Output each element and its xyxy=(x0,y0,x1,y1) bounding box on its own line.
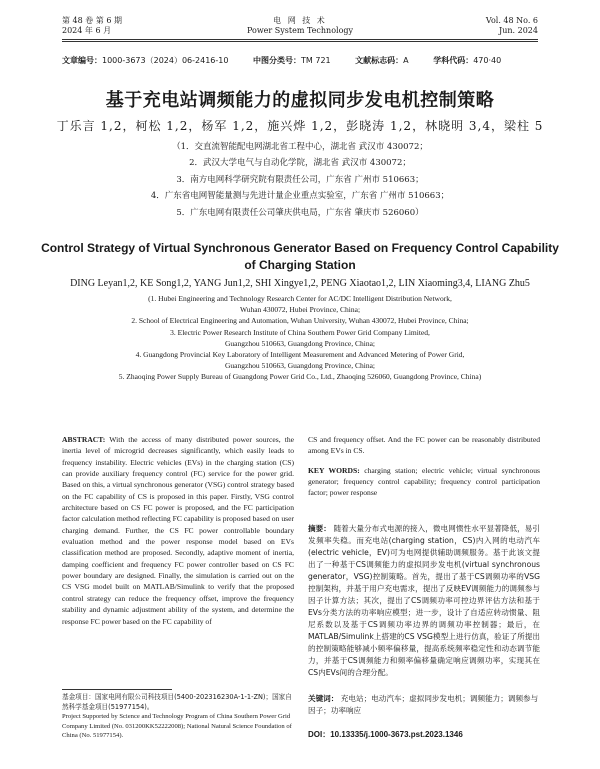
authors-cn: 丁乐言 1,2，柯松 1,2，杨军 1,2，施兴烨 1,2，彭晓涛 1,2，林晓明 3,4，梁柱 5 xyxy=(56,119,544,133)
article-number: 文章编号：1000-3673（2024）06-2416-10 xyxy=(62,56,229,65)
running-header-right xyxy=(486,16,538,36)
abstract-cn-text: 随着大量分布式电源的接入，微电网惯性水平显著降低，易引发频率失稳。而充电站(charging station，CS)内入网的电动汽车(electric vehicle，EV)可为电网提供辅助调频服务。基于此该文提出了一种基于CS调频能力的虚拟同步发电机(virtual synchronous generator，VSG)控制策略。首先，提出了基于CS调频功率的VSG控制架构，并基于用户充电需求，提出了反映EV调频能力的调频参与因子计算方法；其次，提出了CS调频功率可控边界评估方法和基于EVs分类方法的功率响应模型；进一步，设计了自适应转动惯量、阻尼系数以及基于CS调频功率边界的调频功率控制器；最后，在MATLAB/Simulink上搭建的CS VSG模型上进行仿真，验证了所提出的控制策略能够减小频率偏移量，提高系统频率稳定性和动态调节能力，并基于CS调频能力和频率偏移量确定响应调频功率，实现其在CS内EVs间的合理分配。 xyxy=(308,524,541,677)
header-rule-bottom xyxy=(62,41,538,42)
authors-en: DING Leyan1,2, KE Song1,2, YANG Jun1,2, SHI Xingye1,2, PENG Xiaotao1,2, LIN Xiaoming3,4, LIANG Zhu5 xyxy=(70,278,530,289)
affiliation-en-line: Guangzhou 510663, Guangdong Province, China; xyxy=(225,338,375,348)
funding-en: Project Supported by Science and Technology Program of China Southern Power Grid Company Limited (No. 031200KK52222008); National Natural Science Foundation of China (No. 51977154). xyxy=(62,713,292,739)
abstract-en-text-continued: CS and frequency offset. And the FC power can be reasonably distributed among EVs in CS. xyxy=(308,435,540,456)
affiliation-en-line: (1. Hubei Engineering and Technology Research Center for AC/DC Intelligent Distribution Network, xyxy=(148,294,452,303)
affiliation-cn-4: 4．广东省电网智能量测与先进计量企业重点实验室，广东省 广州市 510663； xyxy=(150,191,450,201)
affiliation-en-line: 3. Electric Power Research Institute of China Southern Power Grid Company Limited, xyxy=(170,327,430,337)
keywords-en-text: charging station; electric vehicle; virtual synchronous generator; frequency control capability; frequency control participation factor; power response xyxy=(308,465,541,498)
document-code: 文献标志码：A xyxy=(355,56,409,65)
subject-code: 学科代码：470·40 xyxy=(433,56,502,65)
journal-name-cn: 电 网 技 术 xyxy=(273,16,327,25)
doi[interactable]: DOI：10.13335/j.1000-3673.pst.2023.1346 xyxy=(308,730,463,739)
footnote-rule xyxy=(62,689,172,690)
date-en: Jun. 2024 xyxy=(499,26,538,35)
paper-title-cn: 基于充电站调频能力的虚拟同步发电机控制策略 xyxy=(105,90,495,111)
affiliation-cn-3: 3．南方电网科学研究院有限责任公司，广东省 广州市 510663； xyxy=(176,175,424,185)
funding-cn: 基金项目：国家电网有限公司科技项目(5400-202316230A-1-1-ZN)；国家自然科学基金项目(51977154)。 xyxy=(62,693,292,711)
keywords-en-label: KEY WORDS: xyxy=(308,465,360,475)
volume-cn: 第 48 卷 第 6 期 xyxy=(62,16,122,25)
affiliation-cn-2: 2．武汉大学电气与自动化学院，湖北省 武汉市 430072； xyxy=(189,158,411,168)
abstract-en-continued xyxy=(308,434,540,499)
paper-title-en: Control Strategy of Virtual Synchronous Generator Based on Frequency Control Capability of Charging Station xyxy=(41,241,559,272)
abstract-en xyxy=(62,434,294,627)
affiliations-en xyxy=(60,293,540,383)
keywords-cn-label: 关键词： xyxy=(308,694,339,703)
article-meta-line xyxy=(62,55,523,66)
affiliation-en-line: 2. School of Electrical Engineering and Automation, Wuhan University, Wuhan 430072, Hubei Province, China; xyxy=(131,316,469,326)
abstract-en-text: With the access of many distributed power sources, the inertia level of microgrid decreases significantly, which easily leads to frequency instability. Electric vehicles (EVs) in the charging station (CS) can provide auxiliary frequency control (FC) service for the power grid. Based on this, a virtual synchronous generator (VSG) control strategy based on the FC capability of CS is proposed in this paper. Firstly, VSG control architecture based on CS FC power is proposed, and the FC participation factor calculation method reflecting FC capability is proposed based on user charging demand. Further, the CS FC power controllable boundary evaluation method and the power response model based on EVs classification method are proposed. Secondly, adaptive moment of inertia, damping coefficient and frequency FC power controller based on CS FC power boundary are designed. Finally, the simulation is carried out on the CS VSG model built on MATLAB/Simulink to verify that the proposed control strategy can reduce the frequency offset, improve the frequency stability and dynamic adjustment ability of the system, and determine the response FC power based on the FC capability of xyxy=(62,435,294,626)
clc-number: 中图分类号：TM 721 xyxy=(253,56,331,65)
date-cn: 2024 年 6 月 xyxy=(62,26,112,35)
affiliation-cn-1: （1．交直流智能配电网湖北省工程中心，湖北省 武汉市 430072； xyxy=(172,142,428,152)
header-rule-top xyxy=(62,39,538,40)
abstract-cn xyxy=(308,523,540,679)
keywords-cn xyxy=(308,693,540,717)
affiliation-en-line: 5. Zhaoqing Power Supply Bureau of Guangdong Power Grid Co., Ltd., Zhaoqing 526060, Guangdong Province, China) xyxy=(118,372,482,382)
keywords-cn-text: 充电站；电动汽车；虚拟同步发电机；调频能力；调频参与因子；功率响应 xyxy=(308,694,539,715)
affiliation-en-line: 4. Guangdong Provincial Key Laboratory of Intelligent Measurement and Advanced Metering of Power Grid, xyxy=(135,350,465,360)
affiliation-en-line: Guangzhou 510663, Guangdong Province, China; xyxy=(225,361,375,371)
volume-en: Vol. 48 No. 6 xyxy=(485,16,538,25)
abstract-cn-label: 摘要： xyxy=(308,524,331,533)
funding-footnote xyxy=(62,693,294,741)
affiliation-en-line: Wuhan 430072, Hubei Province, China; xyxy=(239,305,361,315)
journal-name-en: Power System Technology xyxy=(246,26,354,35)
abstract-en-label: ABSTRACT: xyxy=(62,435,106,444)
affiliation-cn-5: 5．广东电网有限责任公司肇庆供电局，广东省 肇庆市 526060） xyxy=(176,208,424,218)
keywords-en xyxy=(308,465,540,499)
